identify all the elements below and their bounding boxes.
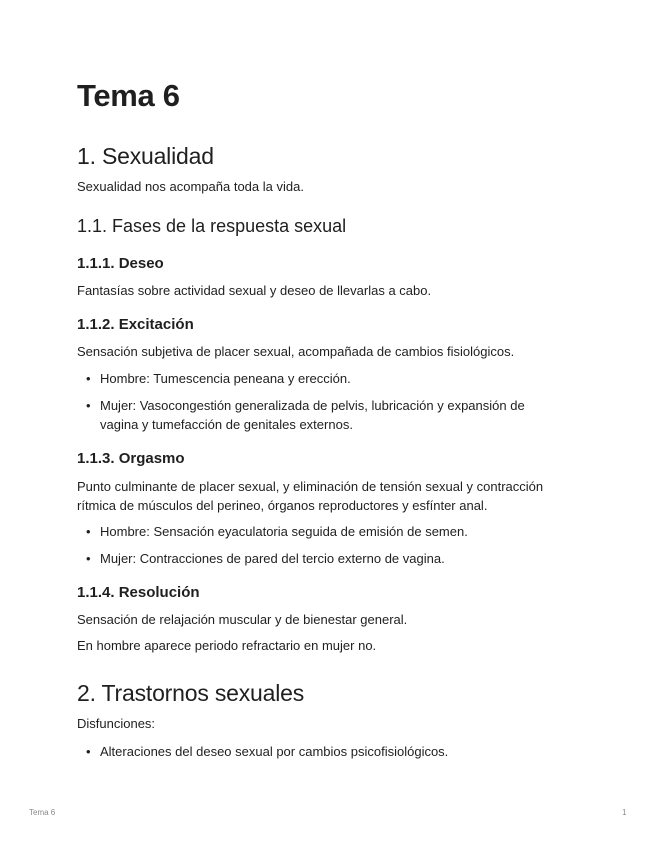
- bullet-marker: •: [86, 524, 91, 539]
- paragraph-resolucion-1: Sensación de relajación muscular y de bienestar general.: [77, 612, 408, 627]
- footer-document-title: Tema 6: [29, 808, 56, 817]
- page-title: Tema 6: [77, 78, 180, 113]
- footer-page-number: 1: [622, 808, 627, 817]
- list-item: Hombre: Sensación eyaculatoria seguida de emisión de semen.: [100, 524, 468, 539]
- bullet-marker: •: [86, 551, 91, 566]
- paragraph-excitacion: Sensación subjetiva de placer sexual, acompañada de cambios fisiológicos.: [77, 344, 515, 359]
- paragraph-deseo: Fantasías sobre actividad sexual y deseo de llevarlas a cabo.: [77, 283, 432, 298]
- subsection-heading-fases: 1.1. Fases de la respuesta sexual: [77, 216, 347, 236]
- heading-orgasmo: 1.1.3. Orgasmo: [77, 450, 185, 467]
- paragraph-resolucion-2: En hombre aparece periodo refractario en mujer no.: [77, 638, 377, 653]
- bullet-marker: •: [86, 744, 91, 759]
- bullet-marker: •: [86, 371, 91, 386]
- section-intro-trastornos: Disfunciones:: [77, 716, 156, 731]
- heading-deseo: 1.1.1. Deseo: [77, 255, 164, 272]
- list-item: Hombre: Tumescencia peneana y erección.: [100, 371, 351, 386]
- heading-excitacion: 1.1.2. Excitación: [77, 316, 194, 333]
- bullet-marker: •: [86, 398, 91, 413]
- section-heading-sexualidad: 1. Sexualidad: [77, 143, 214, 169]
- list-item: Mujer: Contracciones de pared del tercio externo de vagina.: [100, 551, 445, 566]
- list-item: Mujer: Vasocongestión generalizada de pelvis, lubricación y expansión de vagina y tumefacción de genitales externos.: [100, 398, 525, 432]
- list-item: Alteraciones del deseo sexual por cambios psicofisiológicos.: [100, 744, 449, 759]
- heading-resolucion: 1.1.4. Resolución: [77, 584, 200, 601]
- paragraph-orgasmo: Punto culminante de placer sexual, y eliminación de tensión sexual y contracción rítmica de músculos del perineo, órganos reproductores y esfínter anal.: [77, 479, 544, 513]
- section-heading-trastornos: 2. Trastornos sexuales: [77, 680, 304, 706]
- section-intro-sexualidad: Sexualidad nos acompaña toda la vida.: [77, 179, 304, 194]
